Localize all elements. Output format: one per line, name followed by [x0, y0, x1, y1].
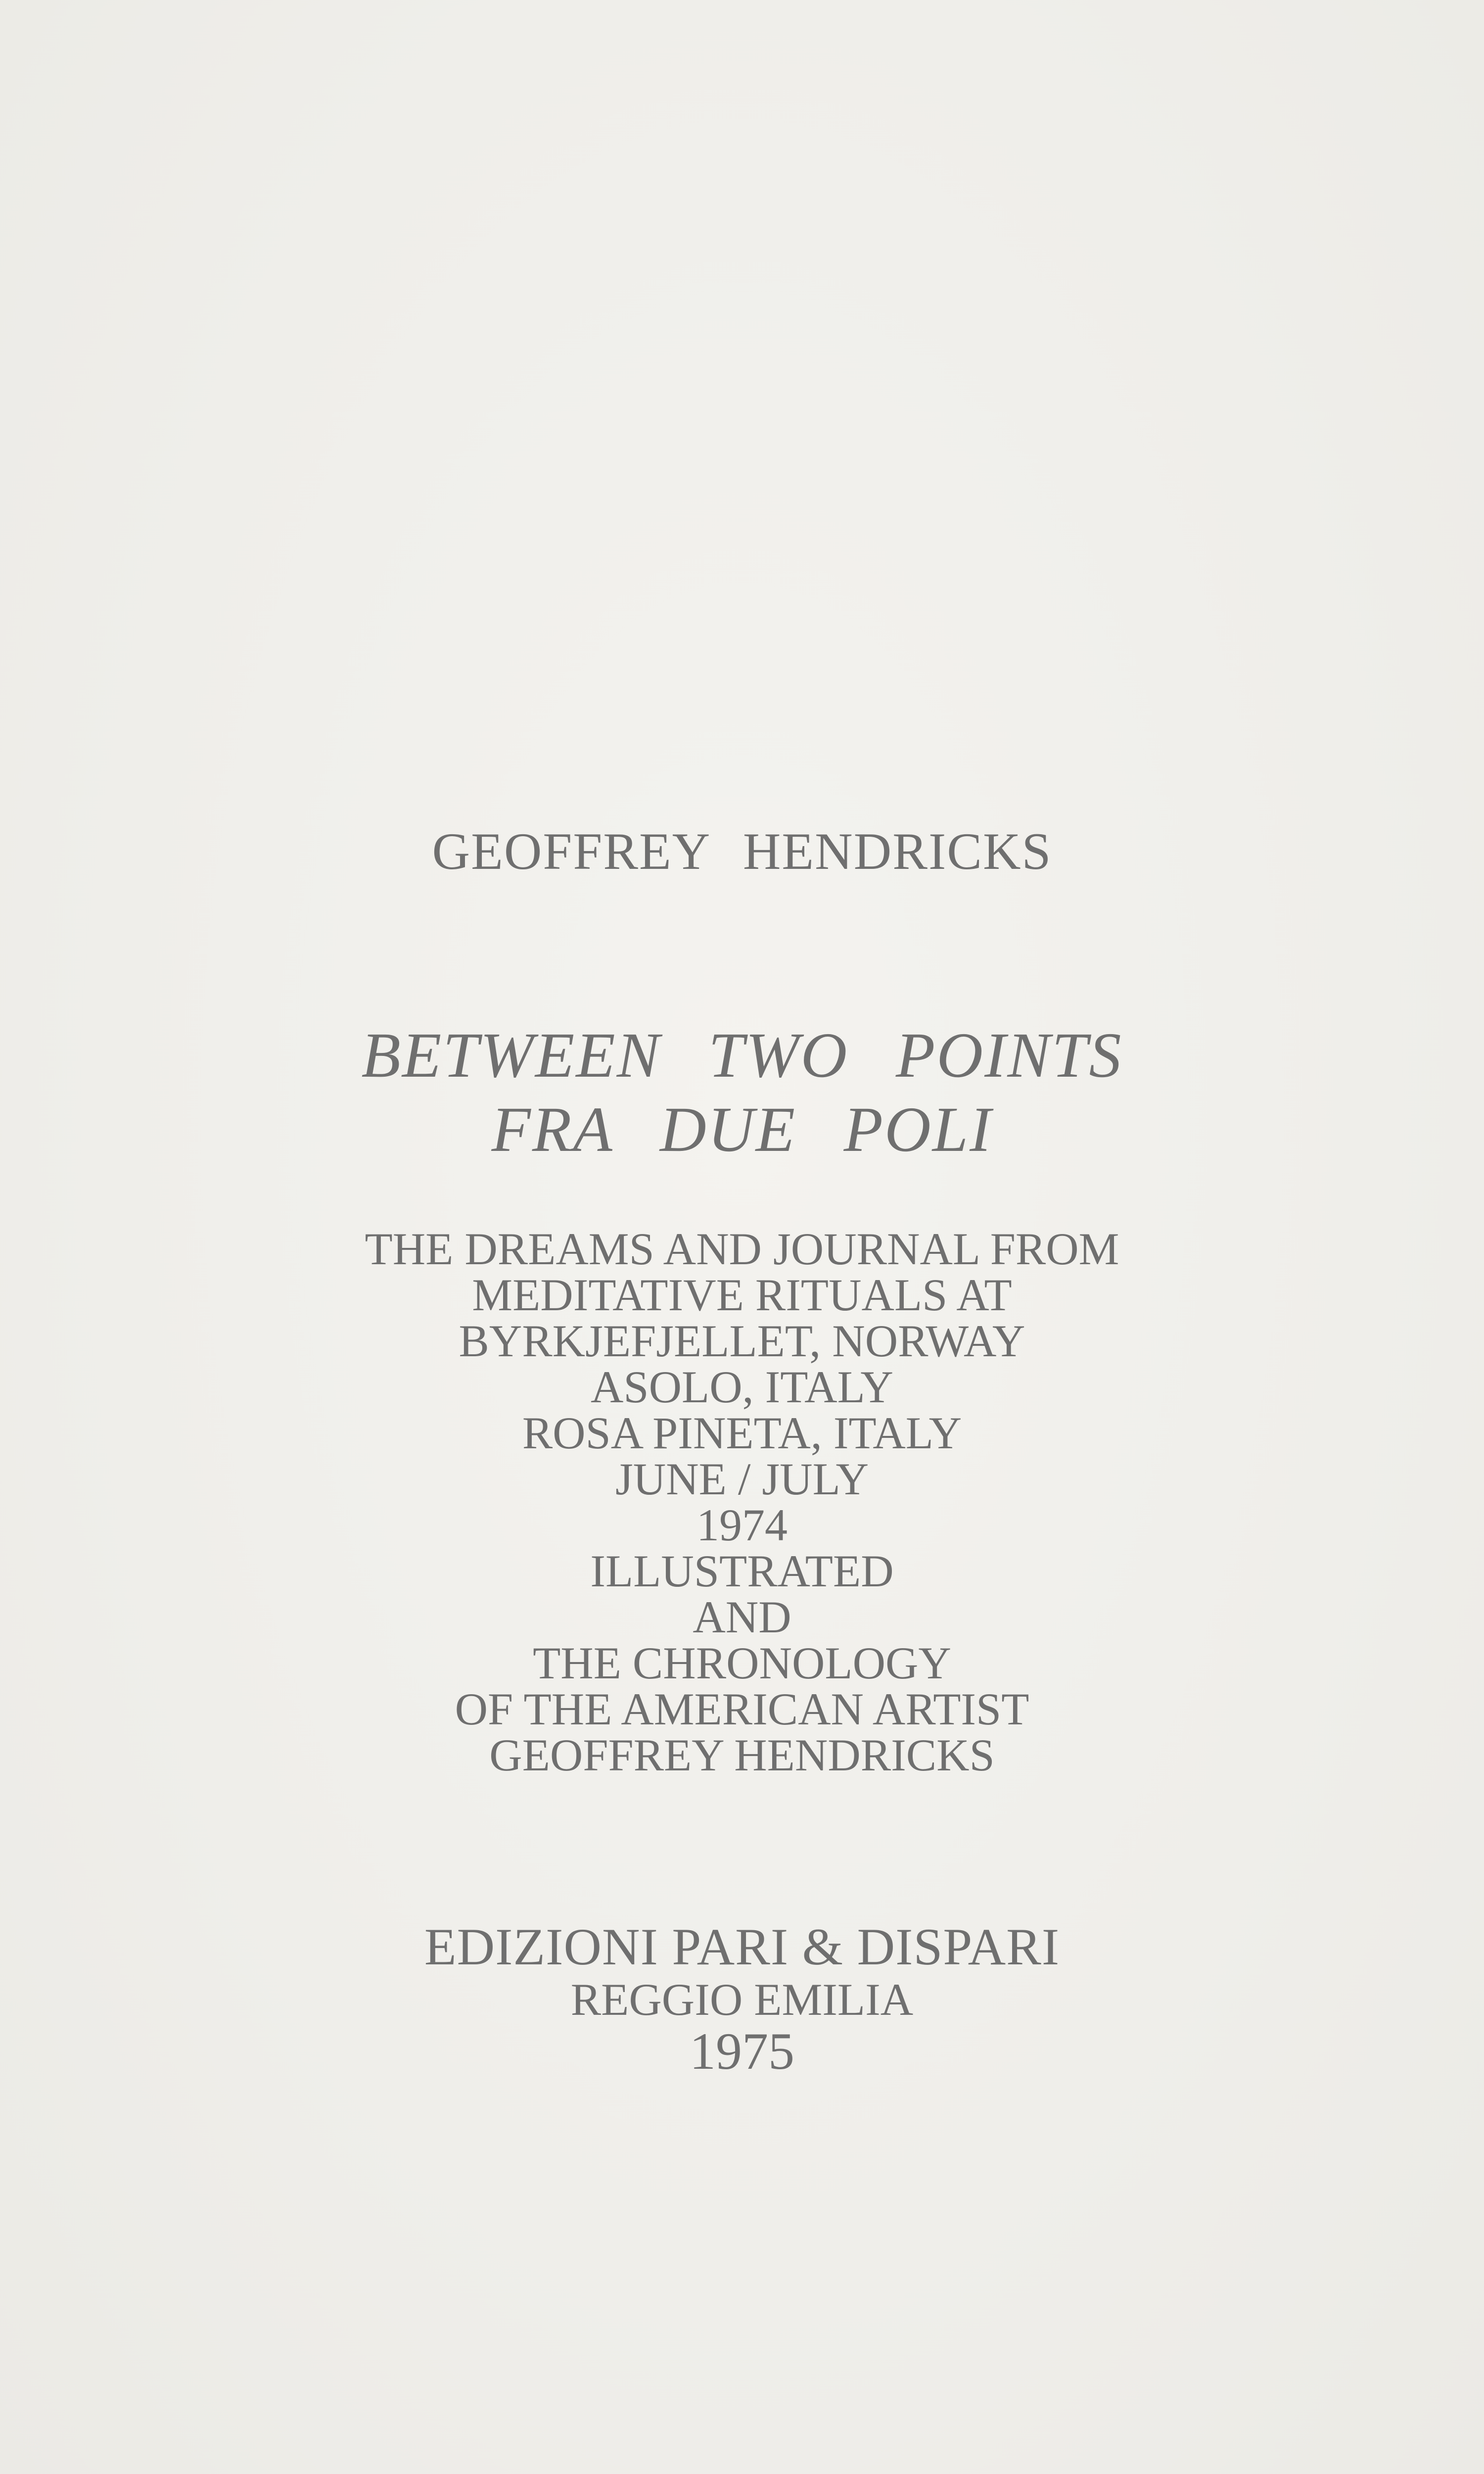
publisher-city: REGGIO EMILIA [570, 1974, 914, 2025]
description-line: AND [693, 1592, 791, 1642]
description-line: JUNE / JULY [615, 1454, 869, 1504]
description-line: OF THE AMERICAN ARTIST [455, 1684, 1029, 1734]
publisher-name: EDIZIONI PARI & DISPARI [424, 1918, 1060, 1976]
description-line: THE DREAMS AND JOURNAL FROM [365, 1224, 1119, 1274]
description-line: GEOFFREY HENDRICKS [489, 1730, 995, 1780]
description-line: 1974 [696, 1500, 788, 1550]
title-english: BETWEEN TWO POINTS [361, 1020, 1123, 1091]
description-line: MEDITATIVE RITUALS AT [472, 1270, 1012, 1320]
title-italian: FRA DUE POLI [491, 1094, 993, 1165]
description-line: ROSA PINETA, ITALY [522, 1408, 962, 1458]
description-block [0, 1226, 1484, 1778]
publication-year: 1975 [690, 2022, 794, 2080]
author-name: GEOFFREY HENDRICKS [432, 822, 1052, 880]
description-line: ILLUSTRATED [590, 1546, 894, 1596]
description-line: THE CHRONOLOGY [533, 1638, 951, 1688]
description-line: BYRKJEFJELLET, NORWAY [459, 1316, 1025, 1366]
description-line: ASOLO, ITALY [590, 1362, 893, 1412]
